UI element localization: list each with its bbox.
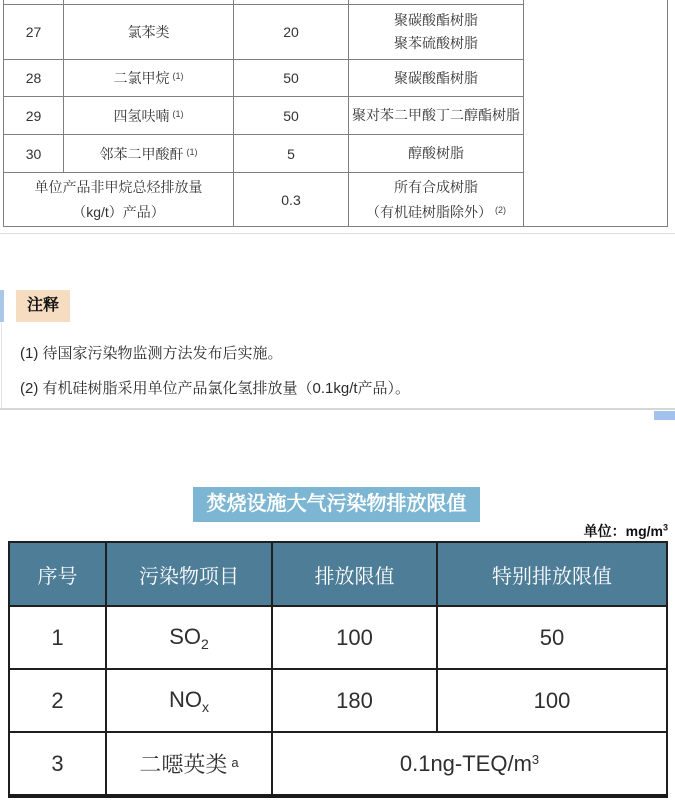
note-accent-bar	[0, 290, 4, 322]
notes-heading: 注释	[16, 290, 70, 322]
footnote-marker: (1)	[186, 146, 198, 157]
cell-seq: 1	[9, 606, 106, 669]
cell-seq: 27	[4, 5, 64, 60]
table-row	[9, 669, 667, 732]
footnote-marker: (2)	[495, 204, 506, 215]
footnote-marker: (1)	[172, 71, 184, 81]
cell-merged-limit: $0.1ng-TEQ/m^3$	[272, 732, 667, 796]
note-left-border	[1, 322, 2, 408]
voc-limits-table	[3, 0, 668, 227]
cell-resin: 醇酸树脂	[349, 135, 524, 173]
note-item-1: (1) 待国家污染物监测方法发布后实施。	[20, 345, 283, 362]
cell-seq: 2	[9, 669, 106, 732]
corner-accent	[654, 411, 675, 420]
header-pollutant: 污染物项目	[106, 542, 272, 606]
cell-pollutant: 二噁英类 $^a$	[106, 732, 272, 796]
cell-resin: 所有合成树脂 （有机硅树脂除外） $^{(2)}$	[349, 173, 524, 227]
cell-merged-empty	[524, 0, 668, 227]
cell-limit: 0.3	[234, 173, 349, 227]
cell-seq: 3	[9, 732, 106, 796]
cell-resin: 聚对苯二甲酸丁二醇酯树脂	[349, 97, 524, 135]
cell-pollutant: $NO_x$	[106, 669, 272, 732]
section-divider	[0, 233, 675, 234]
header-special-limit: 特别排放限值	[437, 542, 667, 606]
cell-limit: 50	[234, 97, 349, 135]
cell-limit: 50	[234, 60, 349, 97]
cell-pollutant: 二氯甲烷 $^{(1)}$	[64, 60, 234, 97]
section-divider	[0, 408, 675, 410]
cell-special-limit: 50	[437, 606, 667, 669]
note-item-2: (2) 有机硅树脂采用单位产品氯化氢排放量（0.1kg/t产品）。	[20, 380, 411, 397]
header-seq: 序号	[9, 542, 106, 606]
incineration-limits-table	[8, 541, 668, 798]
cell-pollutant: 四氢呋喃 $^{(1)}$	[64, 97, 234, 135]
cell-limit: 180	[272, 669, 437, 732]
footnote-marker: (1)	[172, 108, 184, 119]
cell-special-limit: 100	[437, 669, 667, 732]
cell-pollutant: $SO_2$	[106, 606, 272, 669]
cell-pollutant: 氯苯类	[64, 5, 234, 60]
cell-limit: 20	[234, 5, 349, 60]
cell-resin: 聚碳酸酯树脂	[349, 60, 524, 97]
section-title-badge: 焚烧设施大气污染物排放限值	[193, 487, 480, 522]
header-limit: 排放限值	[272, 542, 437, 606]
cell-seq: 29	[4, 97, 64, 135]
unit-label: 单位：$mg/m^3$	[583, 522, 668, 539]
table-header-row	[9, 542, 667, 606]
footnote-marker: a	[231, 755, 239, 770]
cell-seq: 28	[4, 60, 64, 97]
cell-limit: 100	[272, 606, 437, 669]
cell-seq: 30	[4, 135, 64, 173]
cell-limit: 5	[234, 135, 349, 173]
cell-pollutant: 邻苯二甲酸酐 $^{(1)}$	[64, 135, 234, 173]
table-row	[9, 606, 667, 669]
table-row	[9, 732, 667, 796]
cell-total-nmhc-label: 单位产品非甲烷总烃排放量 （kg/t）产品）	[4, 173, 234, 227]
cell-resin: 聚碳酸酯树脂 聚苯硫酸树脂	[349, 5, 524, 60]
